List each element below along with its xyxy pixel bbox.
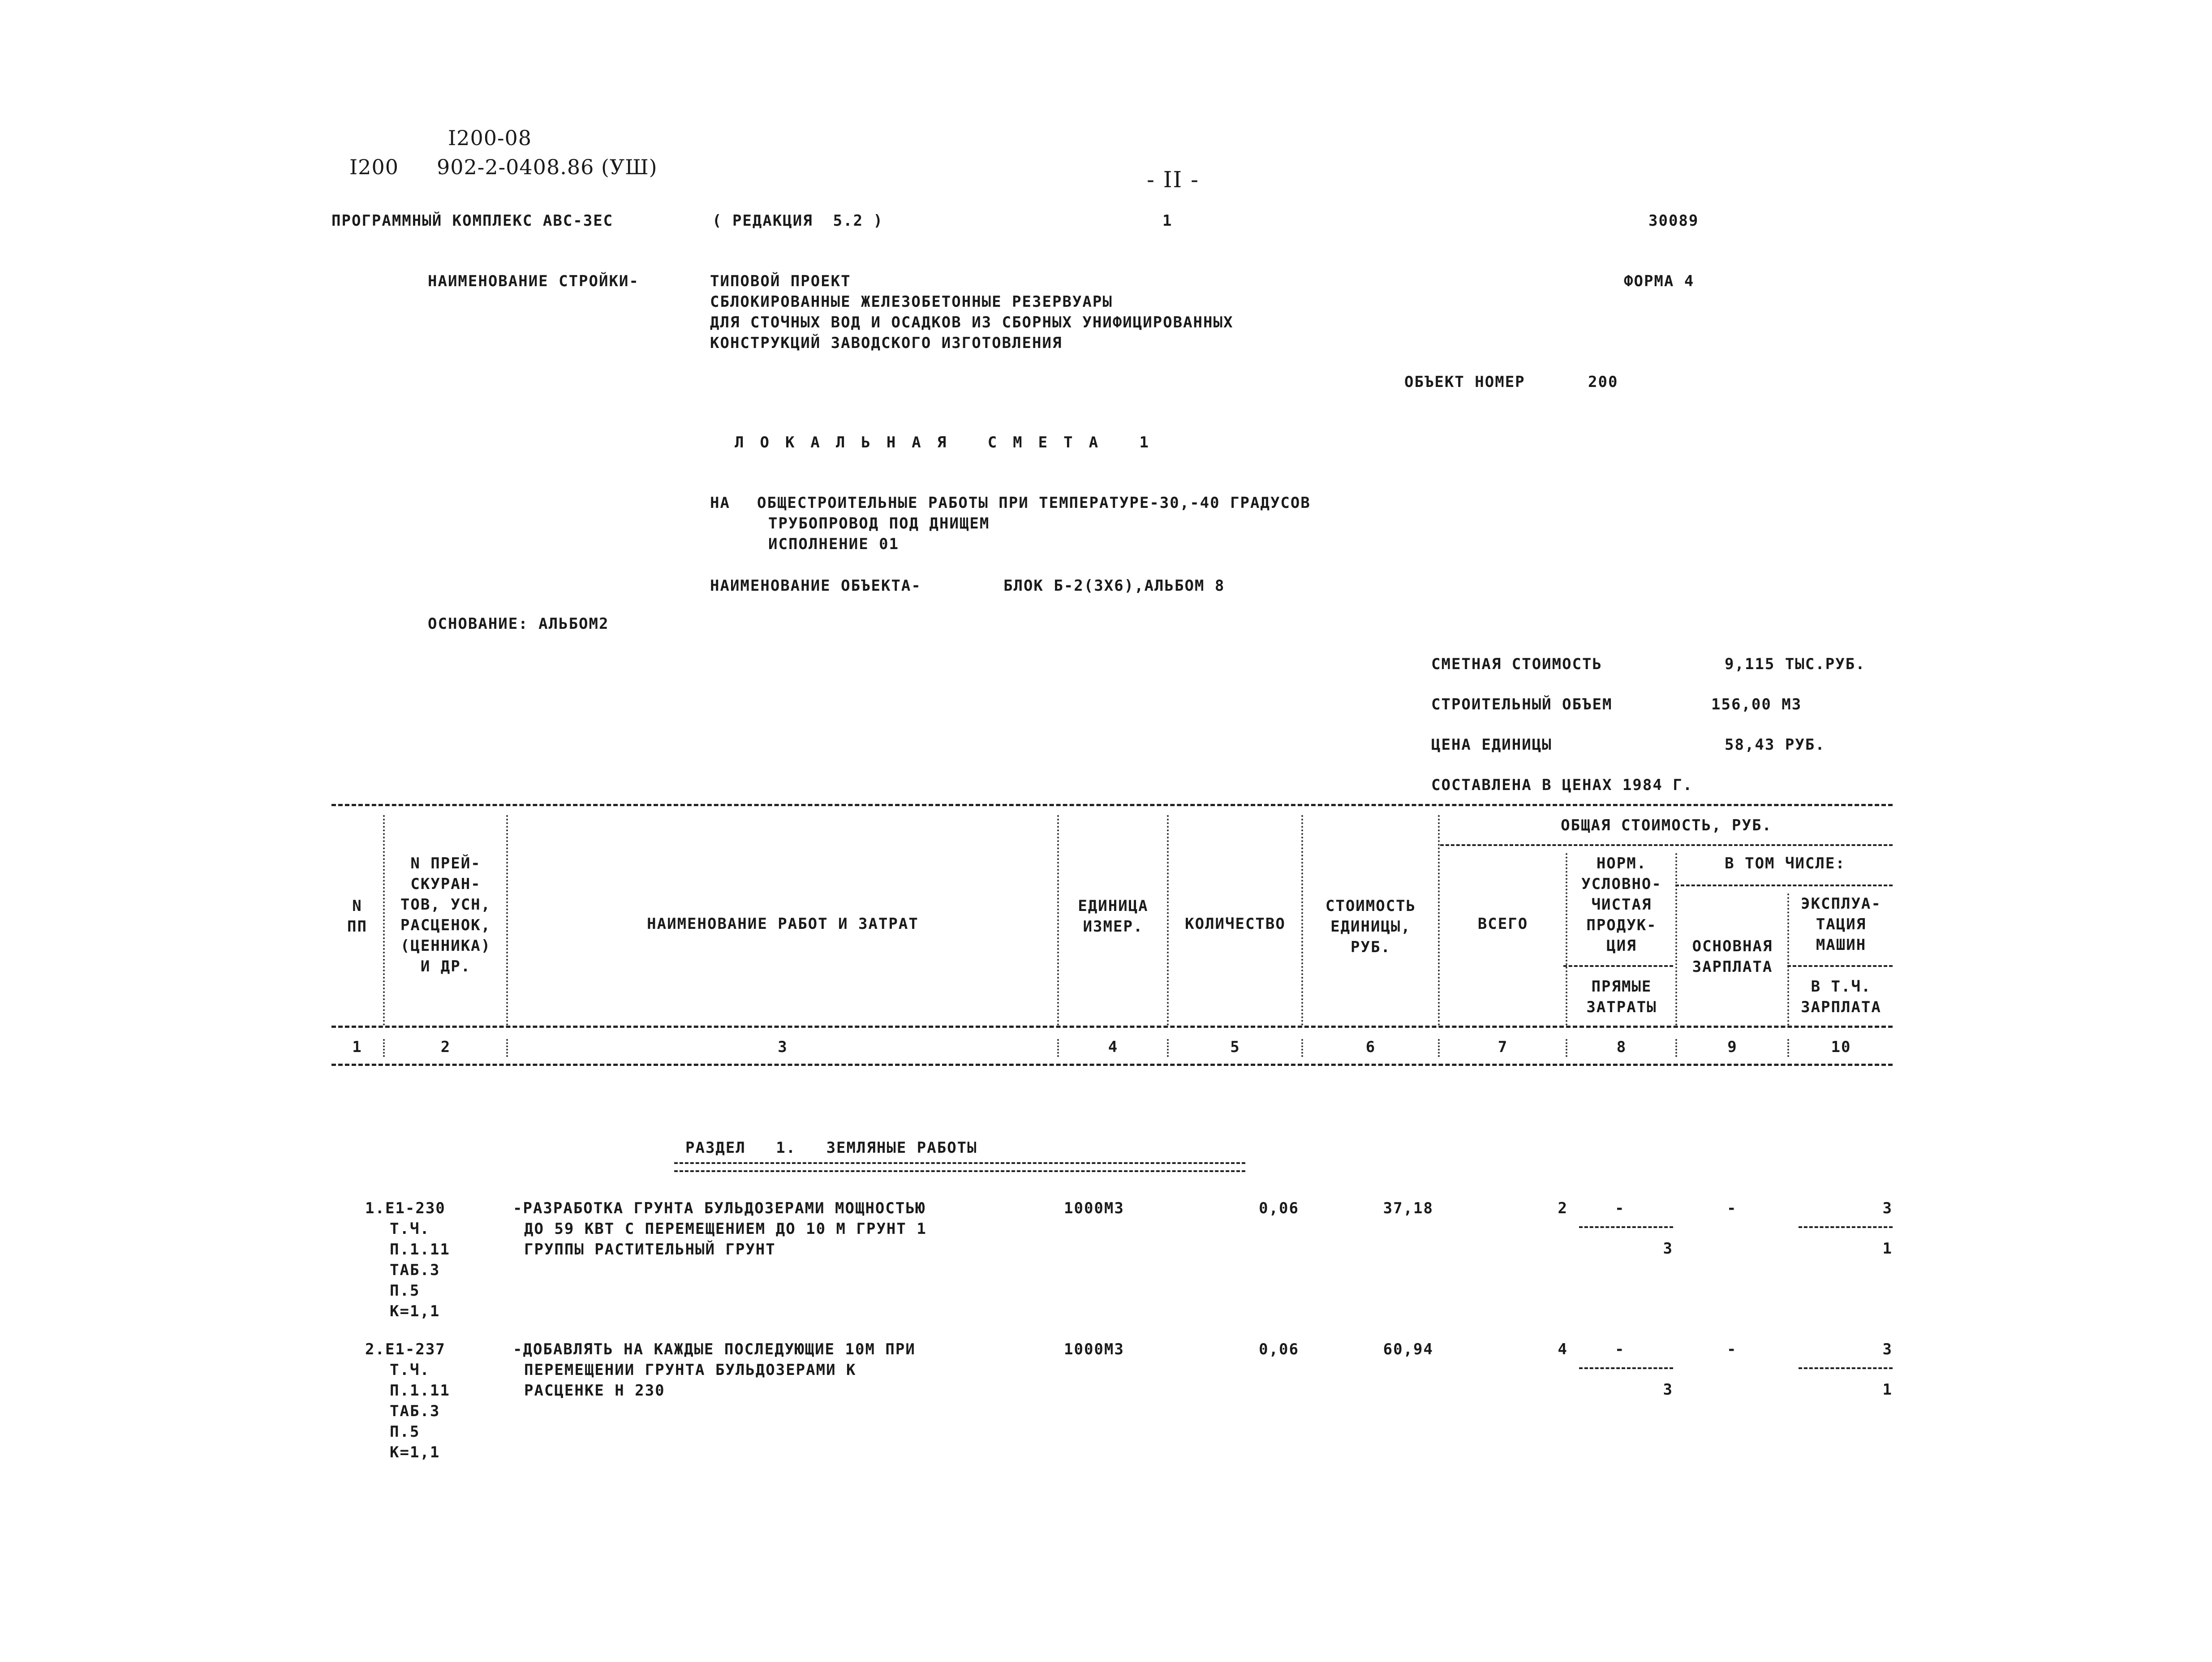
- col-number: 2: [440, 1038, 451, 1056]
- row-c8-bottom: 3: [1663, 1381, 1673, 1399]
- header-incl: В ТОМ ЧИСЛЕ:: [1725, 855, 1846, 872]
- col-number: 5: [1230, 1038, 1240, 1056]
- works-description: [757, 493, 1311, 554]
- row-code: К=1,1: [390, 1443, 440, 1461]
- summary-value-unit-price: 58,43 РУБ.: [1725, 736, 1825, 754]
- table-top-rule: [331, 804, 1893, 806]
- row-code: К=1,1: [390, 1302, 440, 1320]
- handwritten-code-2: I200: [349, 155, 399, 179]
- col-separator: [1167, 815, 1169, 1026]
- program-edition: ( РЕДАКЦИЯ 5.2 ): [712, 212, 883, 230]
- col-separator: [1057, 815, 1059, 1026]
- page-number: - II -: [1147, 167, 1200, 193]
- object-name-label: НАИМЕНОВАНИЕ ОБЪЕКТА-: [710, 577, 921, 595]
- header-col-7: ВСЕГО: [1477, 915, 1528, 933]
- summary-label-cost: СМЕТНАЯ СТОИМОСТЬ: [1431, 655, 1602, 673]
- header-col-3: НАИМЕНОВАНИЕ РАБОТ И ЗАТРАТ: [647, 915, 919, 933]
- col-separator: [1301, 1039, 1303, 1057]
- prices-year: СОСТАВЛЕНА В ЦЕНАХ 1984 Г.: [1431, 776, 1693, 794]
- on-prefix: НА: [710, 494, 730, 512]
- row-total: 2: [1558, 1199, 1568, 1217]
- site-line: ДЛЯ СТОЧНЫХ ВОД И ОСАДКОВ ИЗ СБОРНЫХ УНИФИЦИРОВАННЫХ: [710, 314, 1234, 331]
- col-number: 7: [1498, 1038, 1508, 1056]
- object-number-value: 200: [1588, 373, 1618, 391]
- col-separator: [1057, 1039, 1059, 1057]
- row-code: Т.Ч.: [390, 1361, 430, 1379]
- works-line: ИСПОЛНЕНИЕ 01: [768, 535, 899, 553]
- row-c10-rule: [1799, 1226, 1893, 1228]
- row-name-line: РАСЦЕНКЕ Н 230: [524, 1382, 665, 1400]
- row-total: 4: [1558, 1340, 1568, 1358]
- row-c9: -: [1727, 1199, 1737, 1217]
- row-code: П.1.11: [390, 1382, 450, 1400]
- col-separator: [1675, 853, 1677, 1026]
- row-qty: 0,06: [1259, 1340, 1299, 1358]
- site-line: СБЛОКИРОВАННЫЕ ЖЕЛЕЗОБЕТОННЫЕ РЕЗЕРВУАРЫ: [710, 293, 1113, 311]
- row-c10-rule: [1799, 1367, 1893, 1369]
- row-name-line: ГРУППЫ РАСТИТЕЛЬНЫЙ ГРУНТ: [524, 1241, 776, 1258]
- col-separator: [383, 815, 385, 1026]
- site-line: КОНСТРУКЦИЙ ЗАВОДСКОГО ИЗГОТОВЛЕНИЯ: [710, 334, 1063, 352]
- row-code: 2.Е1-237: [365, 1340, 446, 1358]
- row-c10-top: 3: [1882, 1199, 1893, 1217]
- handwritten-code-1: I200-08: [448, 126, 532, 150]
- col-number: 8: [1616, 1038, 1627, 1056]
- row-name-line: -ДОБАВЛЯТЬ НА КАЖДЫЕ ПОСЛЕДУЮЩИЕ 10М ПРИ: [513, 1340, 916, 1358]
- col-number: 9: [1727, 1038, 1738, 1056]
- estimate-title: ЛОКАЛЬНАЯ СМЕТА 1: [735, 434, 1165, 451]
- site-description: [710, 271, 1233, 353]
- header-col-5: КОЛИЧЕСТВО: [1185, 915, 1286, 933]
- row-c8-rule: [1579, 1226, 1673, 1228]
- row-code: Т.Ч.: [390, 1220, 430, 1238]
- site-label: НАИМЕНОВАНИЕ СТРОЙКИ-: [428, 272, 639, 290]
- col-number: 10: [1831, 1038, 1851, 1056]
- row-name-line: ПЕРЕМЕЩЕНИИ ГРУНТА БУЛЬДОЗЕРАМИ К: [524, 1361, 856, 1379]
- total-group-rule: [1440, 844, 1893, 846]
- row-unit: 1000М3: [1064, 1340, 1124, 1358]
- row-name: [513, 1339, 916, 1401]
- row-c10-top: 3: [1882, 1340, 1893, 1358]
- c8-split-rule: [1563, 965, 1673, 967]
- works-line: ОБЩЕСТРОИТЕЛЬНЫЕ РАБОТЫ ПРИ ТЕМПЕРАТУРЕ-30,-40 ГРАДУСОВ: [757, 494, 1311, 512]
- row-code: ТАБ.3: [390, 1402, 440, 1420]
- col-separator: [506, 1039, 508, 1057]
- row-c8-bottom: 3: [1663, 1240, 1673, 1258]
- summary-label-unit-price: ЦЕНА ЕДИНИЦЫ: [1431, 736, 1552, 754]
- header-col-2: N ПРЕЙ- СКУРАН- ТОВ, УСН, РАСЦЕНОК, (ЦЕННИКА) И ДР.: [400, 855, 491, 975]
- row-price: 60,94: [1383, 1340, 1433, 1358]
- summary-value-volume: 156,00 М3: [1711, 696, 1802, 713]
- row-c9: -: [1727, 1340, 1737, 1358]
- program-name: ПРОГРАММНЫЙ КОМПЛЕКС АВС-ЗЕС: [331, 212, 614, 230]
- row-qty: 0,06: [1259, 1199, 1299, 1217]
- row-c10-bottom: 1: [1882, 1240, 1893, 1258]
- col-number: 1: [352, 1038, 362, 1056]
- col-number: 6: [1365, 1038, 1376, 1056]
- col-separator: [1787, 1039, 1789, 1057]
- c10-split-rule: [1787, 965, 1893, 967]
- summary-label-volume: СТРОИТЕЛЬНЫЙ ОБЪЕМ: [1431, 696, 1613, 713]
- col-separator: [1566, 853, 1567, 1026]
- col-separator: [1675, 1039, 1677, 1057]
- row-c8-top: -: [1615, 1199, 1625, 1217]
- table-header-bottom-rule: [331, 1026, 1893, 1028]
- row-name: [513, 1198, 927, 1260]
- header-col-10a: ЭКСПЛУА- ТАЦИЯ МАШИН: [1801, 895, 1881, 954]
- table-numbers-bottom-rule: [331, 1064, 1893, 1066]
- header-col-1: N ПП: [347, 897, 367, 936]
- col-separator: [1301, 815, 1303, 1026]
- handwritten-project-number: 902-2-0408.86 (УШ): [437, 155, 658, 179]
- row-c8-rule: [1579, 1367, 1673, 1369]
- section-underline: [674, 1162, 1245, 1172]
- col-separator: [506, 815, 508, 1026]
- header-col-6: СТОИМОСТЬ ЕДИНИЦЫ, РУБ.: [1325, 897, 1416, 956]
- header-col-4: ЕДИНИЦА ИЗМЕР.: [1078, 897, 1149, 936]
- header-col-8a: НОРМ. УСЛОВНО- ЧИСТАЯ ПРОДУК- ЦИЯ: [1581, 855, 1662, 955]
- program-code: 30089: [1648, 212, 1699, 230]
- row-name-line: ДО 59 КВТ С ПЕРЕМЕЩЕНИЕМ ДО 10 М ГРУНТ 1: [524, 1220, 927, 1238]
- col-separator: [383, 1039, 385, 1057]
- row-c8-top: -: [1615, 1340, 1625, 1358]
- col-separator: [1566, 1039, 1567, 1057]
- object-number-label: ОБЪЕКТ НОМЕР: [1404, 373, 1525, 391]
- header-total-group: ОБЩАЯ СТОИМОСТЬ, РУБ.: [1561, 816, 1772, 834]
- object-name-value: БЛОК Б-2(3Х6),АЛЬБОМ 8: [1003, 577, 1225, 595]
- program-page: 1: [1162, 212, 1173, 230]
- basis: ОСНОВАНИЕ: АЛЬБОМ2: [428, 615, 609, 633]
- site-line: ТИПОВОЙ ПРОЕКТ: [710, 272, 851, 290]
- row-c10-bottom: 1: [1882, 1381, 1893, 1399]
- col-separator: [1438, 1039, 1440, 1057]
- form-number: ФОРМА 4: [1624, 272, 1695, 290]
- row-code: 1.Е1-230: [365, 1199, 446, 1217]
- row-unit: 1000М3: [1064, 1199, 1124, 1217]
- col-number: 3: [778, 1038, 788, 1056]
- header-col-8b: ПРЯМЫЕ ЗАТРАТЫ: [1586, 978, 1657, 1016]
- table-row: [365, 1198, 450, 1322]
- summary-value-cost: 9,115 ТЫС.РУБ.: [1725, 655, 1866, 673]
- row-code: ТАБ.3: [390, 1261, 440, 1279]
- section-title: РАЗДЕЛ 1. ЗЕМЛЯНЫЕ РАБОТЫ: [685, 1139, 977, 1157]
- col-number: 4: [1108, 1038, 1119, 1056]
- row-code: П.1.11: [390, 1241, 450, 1258]
- col-separator: [1167, 1039, 1169, 1057]
- header-col-9: ОСНОВНАЯ ЗАРПЛАТА: [1692, 937, 1773, 976]
- header-col-10b: В Т.Ч. ЗАРПЛАТА: [1801, 978, 1881, 1016]
- row-price: 37,18: [1383, 1199, 1433, 1217]
- row-name-line: -РАЗРАБОТКА ГРУНТА БУЛЬДОЗЕРАМИ МОЩНОСТЬЮ: [513, 1199, 926, 1217]
- row-code: П.5: [390, 1423, 420, 1441]
- row-code: П.5: [390, 1282, 420, 1300]
- col-separator: [1787, 893, 1789, 1026]
- table-row: [365, 1339, 450, 1463]
- works-line: ТРУБОПРОВОД ПОД ДНИЩЕМ: [768, 515, 990, 533]
- incl-group-rule: [1675, 885, 1893, 886]
- col-separator: [1438, 815, 1440, 1026]
